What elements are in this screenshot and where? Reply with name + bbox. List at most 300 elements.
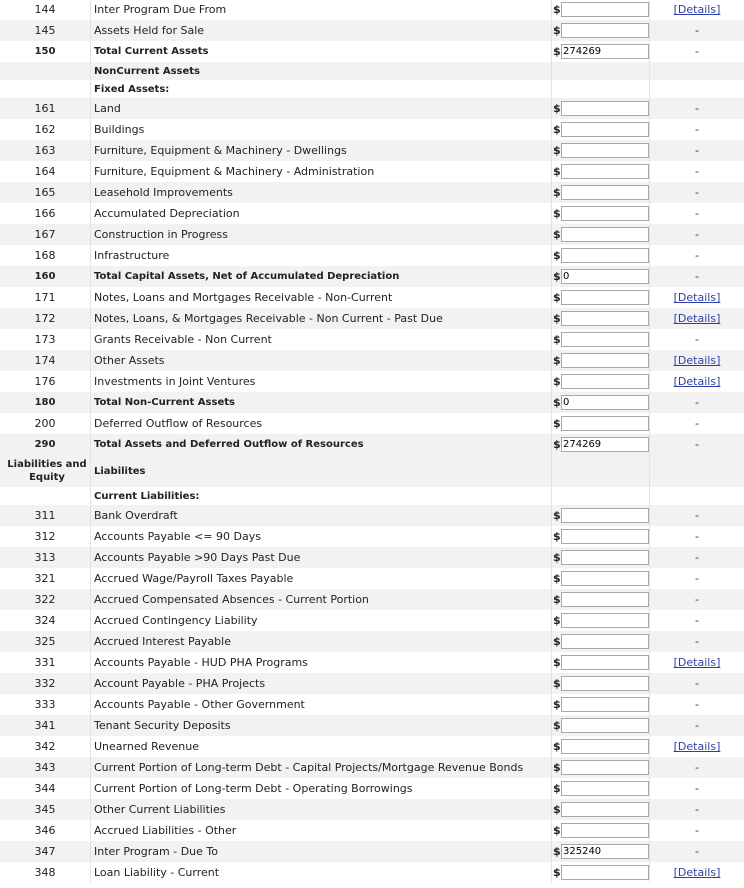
column-divider [90, 694, 91, 715]
amount-input[interactable] [561, 529, 649, 544]
currency-symbol: $ [553, 782, 561, 795]
amount-cell [553, 736, 649, 757]
line-label: Deferred Outflow of Resources [94, 417, 263, 430]
table-row [0, 694, 744, 715]
details-cell [650, 757, 744, 778]
currency-symbol: $ [553, 677, 561, 690]
table-row [0, 203, 744, 224]
line-code [0, 80, 90, 98]
details-cell [650, 266, 744, 287]
details-link[interactable]: [Details] [673, 656, 721, 669]
line-code [0, 62, 90, 80]
amount-input[interactable] [561, 592, 649, 607]
currency-symbol: $ [553, 593, 561, 606]
line-code: 165 [34, 186, 56, 199]
details-cell [650, 820, 744, 841]
line-label: Other Current Liabilities [94, 803, 226, 816]
amount-cell [553, 308, 649, 329]
line-label: Accounts Payable - HUD PHA Programs [94, 656, 308, 669]
currency-symbol: $ [553, 803, 561, 816]
table-row [0, 161, 744, 182]
table-row [0, 715, 744, 736]
column-divider [90, 62, 91, 80]
currency-symbol: $ [553, 845, 561, 858]
amount-input[interactable] [561, 185, 649, 200]
column-divider [551, 329, 552, 350]
amount-input[interactable] [561, 227, 649, 242]
table-row [0, 371, 744, 392]
column-divider [551, 308, 552, 329]
details-cell [650, 224, 744, 245]
details-cell [650, 20, 744, 41]
line-code: 161 [34, 102, 56, 115]
column-divider [90, 41, 91, 62]
amount-cell [553, 20, 649, 41]
line-label: Investments in Joint Ventures [94, 375, 256, 388]
group-label: Liabilities and Equity [7, 459, 87, 483]
line-code: 167 [34, 228, 56, 241]
no-details-dash: - [695, 270, 699, 283]
currency-symbol: $ [553, 165, 561, 178]
amount-cell [553, 434, 649, 455]
total-label: Total Non-Current Assets [94, 397, 235, 408]
column-divider [90, 350, 91, 371]
column-divider [551, 862, 552, 883]
table-row [0, 329, 744, 350]
currency-symbol: $ [553, 102, 561, 115]
line-label: Current Portion of Long-term Debt - Capital Projects/Mortgage Revenue Bonds [94, 761, 524, 774]
amount-cell [553, 98, 649, 119]
column-divider [551, 526, 552, 547]
column-divider [90, 413, 91, 434]
section-title: Current Liabilities: [94, 490, 200, 502]
amount-input[interactable] [561, 739, 649, 754]
table-row [0, 736, 744, 757]
no-details-dash: - [695, 438, 699, 451]
details-cell [650, 610, 744, 631]
table-row [0, 547, 744, 568]
amount-input[interactable] [561, 508, 649, 523]
line-code: 176 [34, 375, 56, 388]
amount-input[interactable] [561, 676, 649, 691]
column-divider [90, 308, 91, 329]
currency-symbol: $ [553, 249, 561, 262]
line-code: 163 [34, 144, 56, 157]
line-label: Loan Liability - Current [94, 866, 220, 879]
column-divider [551, 631, 552, 652]
column-divider [551, 20, 552, 41]
section-title: NonCurrent Assets [94, 65, 201, 77]
column-divider [90, 434, 91, 455]
table-row [0, 757, 744, 778]
column-divider [90, 203, 91, 224]
details-cell [650, 413, 744, 434]
currency-symbol: $ [553, 656, 561, 669]
table-row [0, 820, 744, 841]
line-label: Grants Receivable - Non Current [94, 333, 272, 346]
details-link[interactable]: [Details] [673, 3, 721, 16]
amount-input[interactable] [561, 101, 649, 116]
currency-symbol: $ [553, 396, 561, 409]
currency-symbol: $ [553, 186, 561, 199]
details-cell [650, 0, 744, 20]
column-divider [551, 778, 552, 799]
column-divider [551, 224, 552, 245]
line-code: 173 [34, 333, 56, 346]
no-details-dash: - [695, 123, 699, 136]
column-divider [551, 62, 552, 80]
table-row [0, 308, 744, 329]
table-row [0, 350, 744, 371]
column-divider [551, 161, 552, 182]
table-row [0, 392, 744, 413]
table-row [0, 610, 744, 631]
currency-symbol: $ [553, 24, 561, 37]
details-cell [650, 694, 744, 715]
column-divider [90, 526, 91, 547]
details-cell [650, 41, 744, 62]
amount-cell [553, 568, 649, 589]
column-divider [551, 203, 552, 224]
amount-cell [553, 0, 649, 20]
currency-symbol: $ [553, 270, 561, 283]
table-row [0, 652, 744, 673]
total-label: Total Current Assets [94, 46, 209, 57]
amount-cell [553, 673, 649, 694]
amount-input[interactable] [561, 332, 649, 347]
table-row [0, 526, 744, 547]
amount-input[interactable] [561, 613, 649, 628]
column-divider [90, 631, 91, 652]
column-divider [551, 245, 552, 266]
column-divider [551, 0, 552, 20]
amount-input[interactable] [561, 248, 649, 263]
line-label: Inter Program Due From [94, 3, 227, 16]
details-cell [650, 371, 744, 392]
line-code: 342 [34, 740, 56, 753]
amount-cell [553, 287, 649, 308]
amount-cell [553, 862, 649, 883]
column-divider [90, 224, 91, 245]
line-code: 343 [34, 761, 56, 774]
currency-symbol: $ [553, 123, 561, 136]
amount-input[interactable] [561, 865, 649, 880]
currency-symbol: $ [553, 551, 561, 564]
table-row [0, 245, 744, 266]
amount-input[interactable] [561, 353, 649, 368]
table-row [0, 568, 744, 589]
amount-cell [553, 413, 649, 434]
no-details-dash: - [695, 845, 699, 858]
line-code: 344 [34, 782, 56, 795]
no-details-dash: - [695, 144, 699, 157]
column-divider [551, 568, 552, 589]
line-label: Other Assets [94, 354, 165, 367]
column-divider [90, 140, 91, 161]
amount-cell [553, 41, 649, 62]
amount-input[interactable] [561, 697, 649, 712]
column-divider [551, 757, 552, 778]
no-details-dash: - [695, 24, 699, 37]
amount-input[interactable] [561, 655, 649, 670]
column-divider [551, 371, 552, 392]
column-divider [90, 487, 91, 505]
section-title: Fixed Assets: [94, 83, 170, 95]
line-label: Assets Held for Sale [94, 24, 205, 37]
table-row [0, 41, 744, 62]
amount-input[interactable] [561, 844, 649, 859]
column-divider [90, 673, 91, 694]
amount-input[interactable] [561, 416, 649, 431]
amount-input[interactable] [561, 164, 649, 179]
no-details-dash: - [695, 207, 699, 220]
line-code: 311 [34, 509, 56, 522]
details-cell [650, 652, 744, 673]
column-divider [90, 329, 91, 350]
line-label: Accounts Payable >90 Days Past Due [94, 551, 301, 564]
amount-cell [553, 140, 649, 161]
column-divider [551, 140, 552, 161]
details-cell [650, 203, 744, 224]
amount-input[interactable] [561, 23, 649, 38]
no-details-dash: - [695, 333, 699, 346]
currency-symbol: $ [553, 354, 561, 367]
line-label: Accrued Contingency Liability [94, 614, 258, 627]
details-cell [650, 862, 744, 883]
amount-cell [553, 820, 649, 841]
amount-input[interactable] [561, 571, 649, 586]
column-divider [551, 455, 552, 487]
column-divider [649, 455, 650, 487]
line-code: 180 [34, 397, 56, 408]
line-label: Accrued Compensated Absences - Current Portion [94, 593, 369, 606]
column-divider [90, 80, 91, 98]
line-code: 145 [34, 24, 56, 37]
currency-symbol: $ [553, 438, 561, 451]
column-divider [90, 715, 91, 736]
line-label: Accumulated Depreciation [94, 207, 240, 220]
line-code: 312 [34, 530, 56, 543]
no-details-dash: - [695, 719, 699, 732]
details-cell [650, 119, 744, 140]
no-details-dash: - [695, 509, 699, 522]
amount-cell [553, 547, 649, 568]
details-cell [650, 350, 744, 371]
amount-input[interactable] [561, 2, 649, 17]
column-divider [90, 245, 91, 266]
amount-cell [553, 841, 649, 862]
details-cell [650, 841, 744, 862]
amount-cell [553, 778, 649, 799]
line-code: 324 [34, 614, 56, 627]
amount-input[interactable] [561, 290, 649, 305]
currency-symbol: $ [553, 417, 561, 430]
column-divider [90, 736, 91, 757]
amount-input[interactable] [561, 718, 649, 733]
column-divider [551, 610, 552, 631]
line-code: 346 [34, 824, 56, 837]
details-link[interactable]: [Details] [673, 866, 721, 879]
amount-input[interactable] [561, 802, 649, 817]
column-divider [551, 80, 552, 98]
amount-cell [553, 119, 649, 140]
currency-symbol: $ [553, 614, 561, 627]
column-divider [551, 652, 552, 673]
currency-symbol: $ [553, 45, 561, 58]
details-cell [650, 631, 744, 652]
line-label: Tenant Security Deposits [94, 719, 231, 732]
line-code: 150 [34, 46, 56, 57]
amount-input[interactable] [561, 437, 649, 452]
no-details-dash: - [695, 677, 699, 690]
no-details-dash: - [695, 824, 699, 837]
amount-input[interactable] [561, 823, 649, 838]
details-cell [650, 98, 744, 119]
column-divider [551, 287, 552, 308]
column-divider [90, 20, 91, 41]
details-link[interactable]: [Details] [673, 375, 721, 388]
table-row [0, 778, 744, 799]
no-details-dash: - [695, 635, 699, 648]
currency-symbol: $ [553, 333, 561, 346]
amount-input[interactable] [561, 122, 649, 137]
column-divider [551, 841, 552, 862]
line-label: Leasehold Improvements [94, 186, 233, 199]
details-cell [650, 736, 744, 757]
amount-cell [553, 652, 649, 673]
table-row [0, 862, 744, 883]
column-divider [551, 434, 552, 455]
amount-input[interactable] [561, 44, 649, 59]
column-divider [649, 62, 650, 80]
currency-symbol: $ [553, 312, 561, 325]
currency-symbol: $ [553, 572, 561, 585]
line-label: Accrued Interest Payable [94, 635, 231, 648]
column-divider [551, 182, 552, 203]
details-cell [650, 715, 744, 736]
table-row [0, 224, 744, 245]
currency-symbol: $ [553, 3, 561, 16]
column-divider [551, 799, 552, 820]
line-code: 341 [34, 719, 56, 732]
amount-input[interactable] [561, 550, 649, 565]
table-row [0, 841, 744, 862]
amount-cell [553, 526, 649, 547]
column-divider [551, 487, 552, 505]
details-cell [650, 799, 744, 820]
column-divider [90, 568, 91, 589]
amount-input[interactable] [561, 311, 649, 326]
line-code: 322 [34, 593, 56, 606]
line-label: Notes, Loans and Mortgages Receivable - Non-Current [94, 291, 393, 304]
details-cell [650, 245, 744, 266]
column-divider [551, 41, 552, 62]
details-cell [650, 568, 744, 589]
line-code: 160 [34, 271, 56, 282]
column-divider [90, 589, 91, 610]
line-code: 168 [34, 249, 56, 262]
line-code: 348 [34, 866, 56, 879]
details-cell [650, 526, 744, 547]
amount-input[interactable] [561, 269, 649, 284]
line-code: 345 [34, 803, 56, 816]
table-row [0, 140, 744, 161]
amount-input[interactable] [561, 206, 649, 221]
column-divider [551, 119, 552, 140]
details-cell [650, 308, 744, 329]
line-code: 321 [34, 572, 56, 585]
line-code: 162 [34, 123, 56, 136]
amount-cell [553, 589, 649, 610]
amount-input[interactable] [561, 374, 649, 389]
details-cell [650, 392, 744, 413]
column-divider [90, 505, 91, 526]
amount-cell [553, 694, 649, 715]
no-details-dash: - [695, 417, 699, 430]
column-divider [90, 371, 91, 392]
column-divider [90, 820, 91, 841]
table-row [0, 20, 744, 41]
table-row [0, 182, 744, 203]
amount-cell [553, 350, 649, 371]
amount-cell [553, 245, 649, 266]
column-divider [90, 547, 91, 568]
line-code: 325 [34, 635, 56, 648]
no-details-dash: - [695, 165, 699, 178]
details-link[interactable]: [Details] [673, 312, 721, 325]
column-divider [551, 736, 552, 757]
currency-symbol: $ [553, 866, 561, 879]
no-details-dash: - [695, 396, 699, 409]
table-row [0, 287, 744, 308]
details-link[interactable]: [Details] [673, 291, 721, 304]
details-link[interactable]: [Details] [673, 740, 721, 753]
no-details-dash: - [695, 186, 699, 199]
line-code: 174 [34, 354, 56, 367]
amount-input[interactable] [561, 143, 649, 158]
line-label: Bank Overdraft [94, 509, 178, 522]
line-label: Land [94, 102, 121, 115]
details-link[interactable]: [Details] [673, 354, 721, 367]
column-divider [90, 182, 91, 203]
section-header-row [0, 487, 744, 505]
no-details-dash: - [695, 761, 699, 774]
table-row [0, 413, 744, 434]
table-row [0, 589, 744, 610]
table-row [0, 673, 744, 694]
currency-symbol: $ [553, 291, 561, 304]
amount-cell [553, 610, 649, 631]
details-cell [650, 182, 744, 203]
column-divider [90, 862, 91, 883]
no-details-dash: - [695, 572, 699, 585]
details-cell [650, 589, 744, 610]
amount-input[interactable] [561, 634, 649, 649]
amount-input[interactable] [561, 760, 649, 775]
column-divider [90, 799, 91, 820]
details-cell [650, 161, 744, 182]
amount-input[interactable] [561, 781, 649, 796]
table-row [0, 0, 744, 20]
amount-cell [553, 799, 649, 820]
amount-input[interactable] [561, 395, 649, 410]
amount-cell [553, 224, 649, 245]
column-divider [90, 778, 91, 799]
currency-symbol: $ [553, 761, 561, 774]
table-row [0, 434, 744, 455]
amount-cell [553, 371, 649, 392]
no-details-dash: - [695, 551, 699, 564]
